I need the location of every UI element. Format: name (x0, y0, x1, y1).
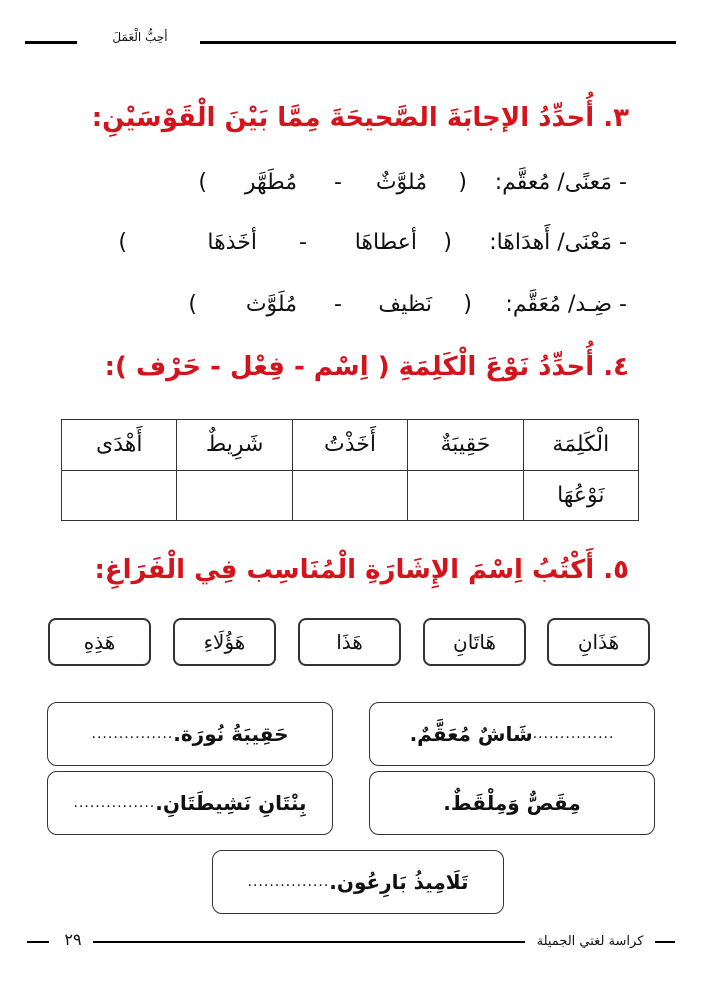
header-rule-right (200, 41, 676, 44)
answer-cell[interactable] (177, 470, 292, 521)
section3-line (80, 292, 627, 332)
option-2: أخَذهَا (207, 230, 257, 255)
sentence-blank[interactable]: ............... (91, 726, 174, 742)
answer-cell[interactable] (62, 470, 177, 521)
sentence-box[interactable] (369, 771, 655, 835)
sentence-box[interactable] (369, 702, 655, 766)
table-cell: أَهْدَى (62, 420, 177, 471)
sentence-text: مِقَصٌّ وَمِلْقَطٌ. (443, 791, 581, 815)
section5-title: ٥. أَكْتُبُ اِسْمَ الإِشَارَةِ الْمُنَاسِب فِي الْفَرَاغِ: (94, 555, 629, 585)
section3-line (80, 170, 627, 210)
word-type-table (61, 419, 639, 521)
demonstrative-box: هَذَا (298, 618, 401, 666)
page-number: ٢٩ (64, 930, 82, 949)
footer-rule-left (27, 941, 49, 943)
close-paren: ) (198, 170, 207, 195)
sentence-text: شَاشٌ مُعَقَّمٌ. (409, 722, 533, 746)
section4-title: ٤. أُحدِّدُ نَوْعَ الْكَلِمَةِ ( اِسْم - فِعْل - حَرْف ): (104, 352, 629, 382)
demonstrative-box: هَذَانِ (547, 618, 650, 666)
open-paren: ( (443, 230, 452, 255)
demonstrative-box: هَذِهِ (48, 618, 151, 666)
open-paren: ( (463, 292, 472, 317)
option-2: مُلَوَّث (245, 292, 297, 317)
table-cell: شَرِيطٌ (177, 420, 292, 471)
table-cell: حَقِيبَةٌ (408, 420, 523, 471)
dash: - (299, 230, 307, 255)
sentence-box[interactable] (212, 850, 504, 914)
sentence-box[interactable] (47, 771, 333, 835)
section3-line (90, 230, 627, 270)
header-title: أحِبُّ الْعَمَلَ (112, 30, 168, 44)
footer-rule-right (655, 941, 675, 943)
demonstrative-box: هَؤُلَاءِ (173, 618, 276, 666)
line-prompt: - مَعنًى/ مُعقَّم: (494, 170, 627, 195)
footer-book-title: كراسة لغتي الجميلة (536, 934, 644, 949)
answer-cell[interactable] (292, 470, 407, 521)
footer-rule-main (93, 941, 525, 943)
dash: - (334, 292, 342, 317)
dash: - (334, 170, 342, 195)
sentence-blank[interactable]: ............... (532, 726, 615, 742)
option-2: مُطَهَّر (244, 170, 297, 195)
option-1: أعطاهَا (354, 230, 417, 255)
table-cell: أَخَذْتُ (292, 420, 407, 471)
sentence-text: بِنْتَانِ نَشِيطَتَانِ. (155, 791, 307, 815)
close-paren: ) (118, 230, 127, 255)
table-cell: نَوْعُهَا (523, 470, 638, 521)
line-prompt: - ضِـد/ مُعَقَّم: (505, 292, 627, 317)
sentence-text: تَلَامِيذُ بَارِعُون. (329, 870, 469, 894)
sentence-blank[interactable]: ............... (73, 795, 156, 811)
option-1: نَظيف (378, 292, 432, 317)
header-rule-left (25, 41, 77, 44)
option-1: مُلوَّثٌ (375, 170, 427, 195)
open-paren: ( (458, 170, 467, 195)
sentence-text: حَقِيبَةُ نُورَة. (173, 722, 289, 746)
table-cell: الْكَلِمَة (523, 420, 638, 471)
sentence-blank[interactable]: ............... (247, 874, 330, 890)
demonstrative-box: هَاتَانِ (423, 618, 526, 666)
line-prompt: - مَعْنَى/ أَهدَاهَا: (489, 230, 627, 255)
answer-cell[interactable] (408, 470, 523, 521)
sentence-box[interactable] (47, 702, 333, 766)
close-paren: ) (188, 292, 197, 317)
section3-title: ٣. أُحدِّدُ الإجابَةَ الصَّحيحَةَ مِمَّا بَيْنَ الْقَوْسَيْنِ: (91, 103, 629, 133)
